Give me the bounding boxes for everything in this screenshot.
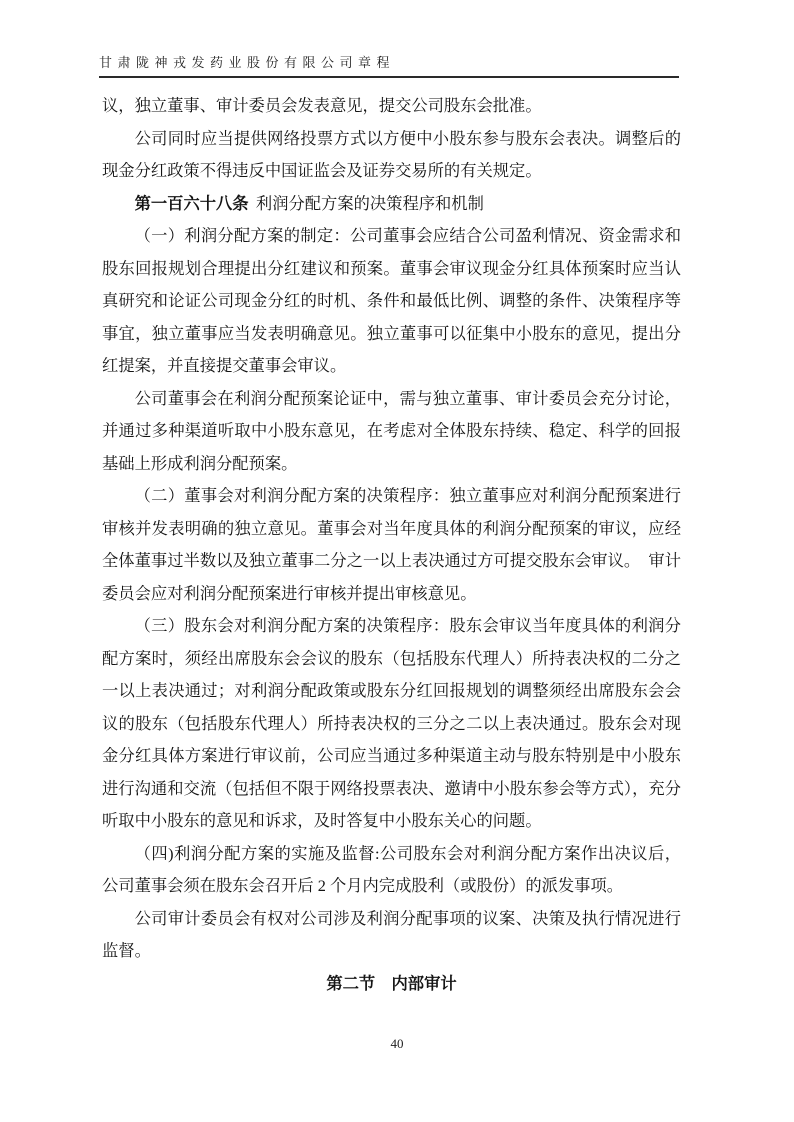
section-title: 内部审计 (391, 973, 457, 993)
paragraph: 公司同时应当提供网络投票方式以方便中小股东参与股东会表决。调整后的现金分红政策不得违反中国证监会及证券交易所的有关规定。 (102, 128, 681, 180)
paragraph: （四)利润分配方案的实施及监督:公司股东会对利润分配方案作出决议后，公司董事会须在股东会召开后 2 个月内完成股利（或股份）的派发事项。 (102, 843, 681, 895)
article-number: 第一百六十八条 (134, 193, 249, 213)
page-number: 40 (390, 1036, 404, 1051)
paragraph: （一）利润分配方案的制定：公司董事会应结合公司盈利情况、资金需求和股东回报规划合理提出分红建议和预案。董事会审议现金分红具体预案时应当认真研究和论证公司现金分红的时机、条件和最低比例、调整的条件、决策程序等事宜，独立董事应当发表明确意见。独立董事可以征集中小股东的意见，提出分红提案，并直接提交董事会审议。 (102, 226, 681, 375)
page-header (99, 52, 679, 78)
section-heading (102, 968, 681, 1001)
paragraph: 公司董事会在利润分配预案论证中，需与独立董事、审计委员会充分讨论，并通过多种渠道听取中小股东意见，在考虑对全体股东持续、稳定、科学的回报基础上形成利润分配预案。 (102, 388, 681, 473)
page-footer (0, 1036, 794, 1052)
article-title: 利润分配方案的决策程序和机制 (255, 193, 484, 213)
document-body (102, 90, 681, 1000)
paragraph: （二）董事会对利润分配方案的决策程序：独立董事应对利润分配预案进行审核并发表明确的独立意见。董事会对当年度具体的利润分配预案的审议，应经全体董事过半数以及独立董事二分之一以上表决通过方可提交股东会审议。 审计委员会应对利润分配预案进行审核并提出审核意见。 (102, 486, 681, 603)
paragraph: 公司审计委员会有权对公司涉及利润分配事项的议案、决策及执行情况进行监督。 (102, 908, 681, 960)
section-number: 第二节 (326, 973, 376, 993)
article-heading (102, 188, 681, 221)
paragraph: （三）股东会对利润分配方案的决策程序：股东会审议当年度具体的利润分配方案时，须经出席股东会会议的股东（包括股东代理人）所持表决权的二分之一以上表决通过；对利润分配政策或股东分红回报规划的调整须经出席股东会会议的股东（包括股东代理人）所持表决权的三分之二以上表决通过。股东会对现金分红具体方案进行审议前，公司应当通过多种渠道主动与股东特别是中小股东进行沟通和交流（包括但不限于网络投票表决、邀请中小股东参会等方式），充分听取中小股东的意见和诉求，及时答复中小股东关心的问题。 (102, 616, 681, 830)
paragraph-continuation: 议，独立董事、审计委员会发表意见，提交公司股东会批准。 (102, 96, 542, 115)
header-title: 甘肃陇神戎发药业股份有限公司章程 (99, 55, 396, 70)
